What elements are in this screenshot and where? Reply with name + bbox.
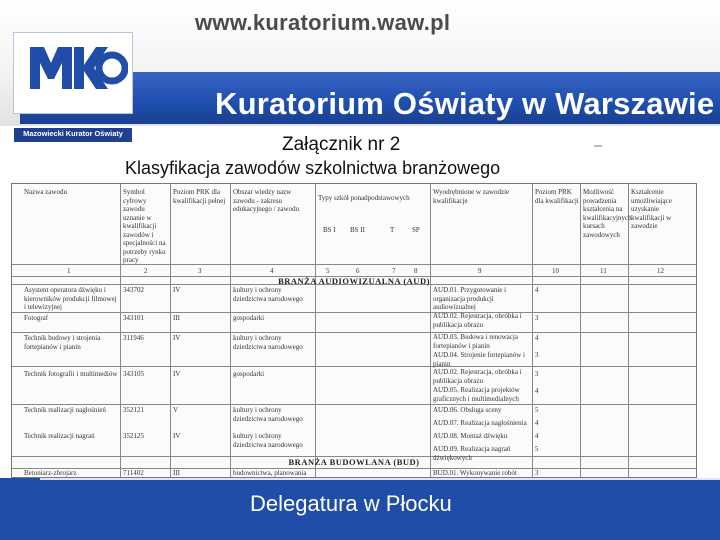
row-code: 343105: [123, 370, 144, 378]
grid-line: [120, 184, 121, 477]
branch-heading: BRANŻA AUDIOWIZUALNA (AUD): [278, 276, 430, 286]
row-code: 352121: [123, 406, 144, 414]
grid-line: [12, 312, 696, 313]
grid-line: [580, 184, 581, 477]
col-number: 7: [392, 267, 396, 275]
col-header-qual-prk: Poziom PRK dla kwalifikacji: [535, 188, 579, 205]
row-area: budownictwa, planowania: [233, 469, 307, 477]
row-qualification: AUD.07. Realizacja nagłośnienia: [433, 419, 527, 427]
school-type-bs1: BS I: [323, 226, 336, 234]
row-qualification: BUD.01. Wykonywanie robót: [433, 469, 517, 477]
row-level: 4: [535, 387, 539, 395]
col-number: 1: [67, 267, 71, 275]
row-qualification: AUD.08. Montaż dźwięku: [433, 432, 508, 440]
col-number: 5: [326, 267, 330, 275]
row-name: Technik realizacji nagłośnień: [24, 406, 106, 414]
row-level: 4: [535, 432, 539, 440]
decorative-mark: [594, 145, 602, 147]
row-qualification: AUD.04. Strojenie fortepianów i pianin: [433, 351, 525, 368]
row-qualification: AUD.03. Budowa i renowacja fortepianów i pianin: [433, 333, 518, 350]
document-subtitle: Klasyfikacja zawodów szkolnictwa branżowego: [125, 158, 501, 178]
grid-line: [315, 184, 316, 477]
row-level: 3: [535, 370, 539, 378]
row-level: 4: [535, 286, 539, 294]
col-header-name: Nazwa zawodu: [24, 188, 67, 196]
logo-caption: Mazowiecki Kurator Oświaty: [23, 129, 123, 138]
col-header-prk: Poziom PRK dla kwalifikacji pełnej: [173, 188, 226, 205]
row-area: kultury i ochrony dziedzictwa narodowego: [233, 334, 303, 351]
col-number: 9: [478, 267, 482, 275]
col-header-obtaining: Kształcenie umożliwiające uzyskanie kwalifikacji w zawodzie: [631, 188, 672, 230]
col-header-code: Symbol cyfrowy zawodu uznanie w kwalifikacji zawodów i specjalności na potrzeby rynku pracy: [123, 188, 166, 264]
row-code: 352125: [123, 432, 144, 440]
row-code: 343702: [123, 286, 144, 294]
row-level: 5: [535, 445, 539, 453]
row-name: Fotograf: [24, 314, 49, 322]
row-prk: III: [173, 469, 180, 477]
col-number: 6: [356, 267, 360, 275]
col-number: 10: [552, 267, 559, 275]
row-area: kultury i ochrony dziedzictwa narodowego: [233, 432, 303, 449]
col-header-school-types: Typy szkół ponadpodstawowych: [318, 194, 410, 202]
site-url[interactable]: www.kuratorium.waw.pl: [195, 10, 451, 35]
row-area: kultury i ochrony dziedzictwa narodowego: [233, 286, 303, 303]
classification-table-scan: [11, 183, 697, 478]
col-header-area: Obszar wiedzy nazw zawodu - zakresu edukacyjnego / zawodu: [233, 188, 300, 213]
row-area: kultury i ochrony dziedzictwa narodowego: [233, 406, 303, 423]
row-area: gospodarki: [233, 370, 265, 378]
row-name: Technik budowy i strojenia fortepianów i pianin: [24, 334, 101, 351]
row-level: 4: [535, 419, 539, 427]
row-code: 311946: [123, 334, 144, 342]
row-level: 5: [535, 406, 539, 414]
branch-heading: BRANŻA BUDOWLANA (BUD): [288, 457, 420, 467]
grid-line: [12, 264, 696, 265]
row-level: 3: [535, 469, 539, 477]
col-number: 3: [198, 267, 202, 275]
col-number: 2: [144, 267, 148, 275]
row-prk: IV: [173, 432, 181, 440]
grid-line: [170, 184, 171, 477]
row-qualification: AUD.09. Realizacja nagrań dźwiękowych: [433, 445, 511, 462]
col-header-qualifications: Wyodrębnione w zawodzie kwalifikacje: [433, 188, 510, 205]
logo-caption-bar: [14, 128, 132, 142]
row-level: 4: [535, 334, 539, 342]
col-number: 8: [414, 267, 418, 275]
row-name: Betoniarz-zbrojarz: [24, 469, 77, 477]
footer-text: Delegatura w Płocku: [250, 491, 452, 516]
school-type-bs2: BS II: [350, 226, 365, 234]
row-name: Technik realizacji nagrań: [24, 432, 95, 440]
grid-line: [628, 184, 629, 477]
row-code: 343101: [123, 314, 144, 322]
row-prk: IV: [173, 286, 181, 294]
row-qualification: AUD.01. Przygotowanie i organizacja produkcji audiowizualnej: [433, 286, 507, 311]
school-type-t: T: [390, 226, 395, 234]
row-prk: V: [173, 406, 179, 414]
school-type-sp: SP: [412, 226, 420, 234]
row-prk: III: [173, 314, 180, 322]
row-level: 3: [535, 314, 539, 322]
row-qualification: AUD.06. Obsługa sceny: [433, 406, 502, 414]
mko-logo: [13, 32, 133, 138]
footer-divider: [40, 478, 720, 480]
document-title: Załącznik nr 2: [282, 134, 401, 155]
col-number: 12: [657, 267, 664, 275]
row-name: Asystent operatora dźwięku i kierowników produkcji filmowej i telewizyjnej: [24, 286, 117, 311]
grid-line: [430, 184, 431, 477]
row-prk: IV: [173, 370, 181, 378]
row-prk: IV: [173, 334, 181, 342]
row-qualification: AUD.02. Rejestracja, obróbka i publikacja obrazu: [433, 368, 522, 385]
row-area: gospodarki: [233, 314, 265, 322]
col-number: 11: [600, 267, 607, 275]
col-header-kkz: Możliwość powadzenia kształcenia na kwalifikacyjnych kursach zawodowych: [583, 188, 632, 239]
grid-line: [230, 184, 231, 477]
row-code: 711402: [123, 469, 144, 477]
grid-line: [12, 404, 696, 405]
row-level: 3: [535, 351, 539, 359]
row-name: Technik fotografii i multimediów: [24, 370, 118, 378]
grid-line: [12, 332, 696, 333]
banner-title: Kuratorium Oświaty w Warszawie: [215, 86, 715, 121]
mko-logo-mark: [18, 37, 128, 95]
row-qualification: AUD.05. Realizacja projektów graficznych i multimedialnych: [433, 386, 520, 403]
grid-line: [532, 184, 533, 477]
grid-line: [12, 366, 696, 367]
row-qualification: AUD.02. Rejestracja, obróbka i publikacja obrazu: [433, 312, 522, 329]
col-number: 4: [270, 267, 274, 275]
